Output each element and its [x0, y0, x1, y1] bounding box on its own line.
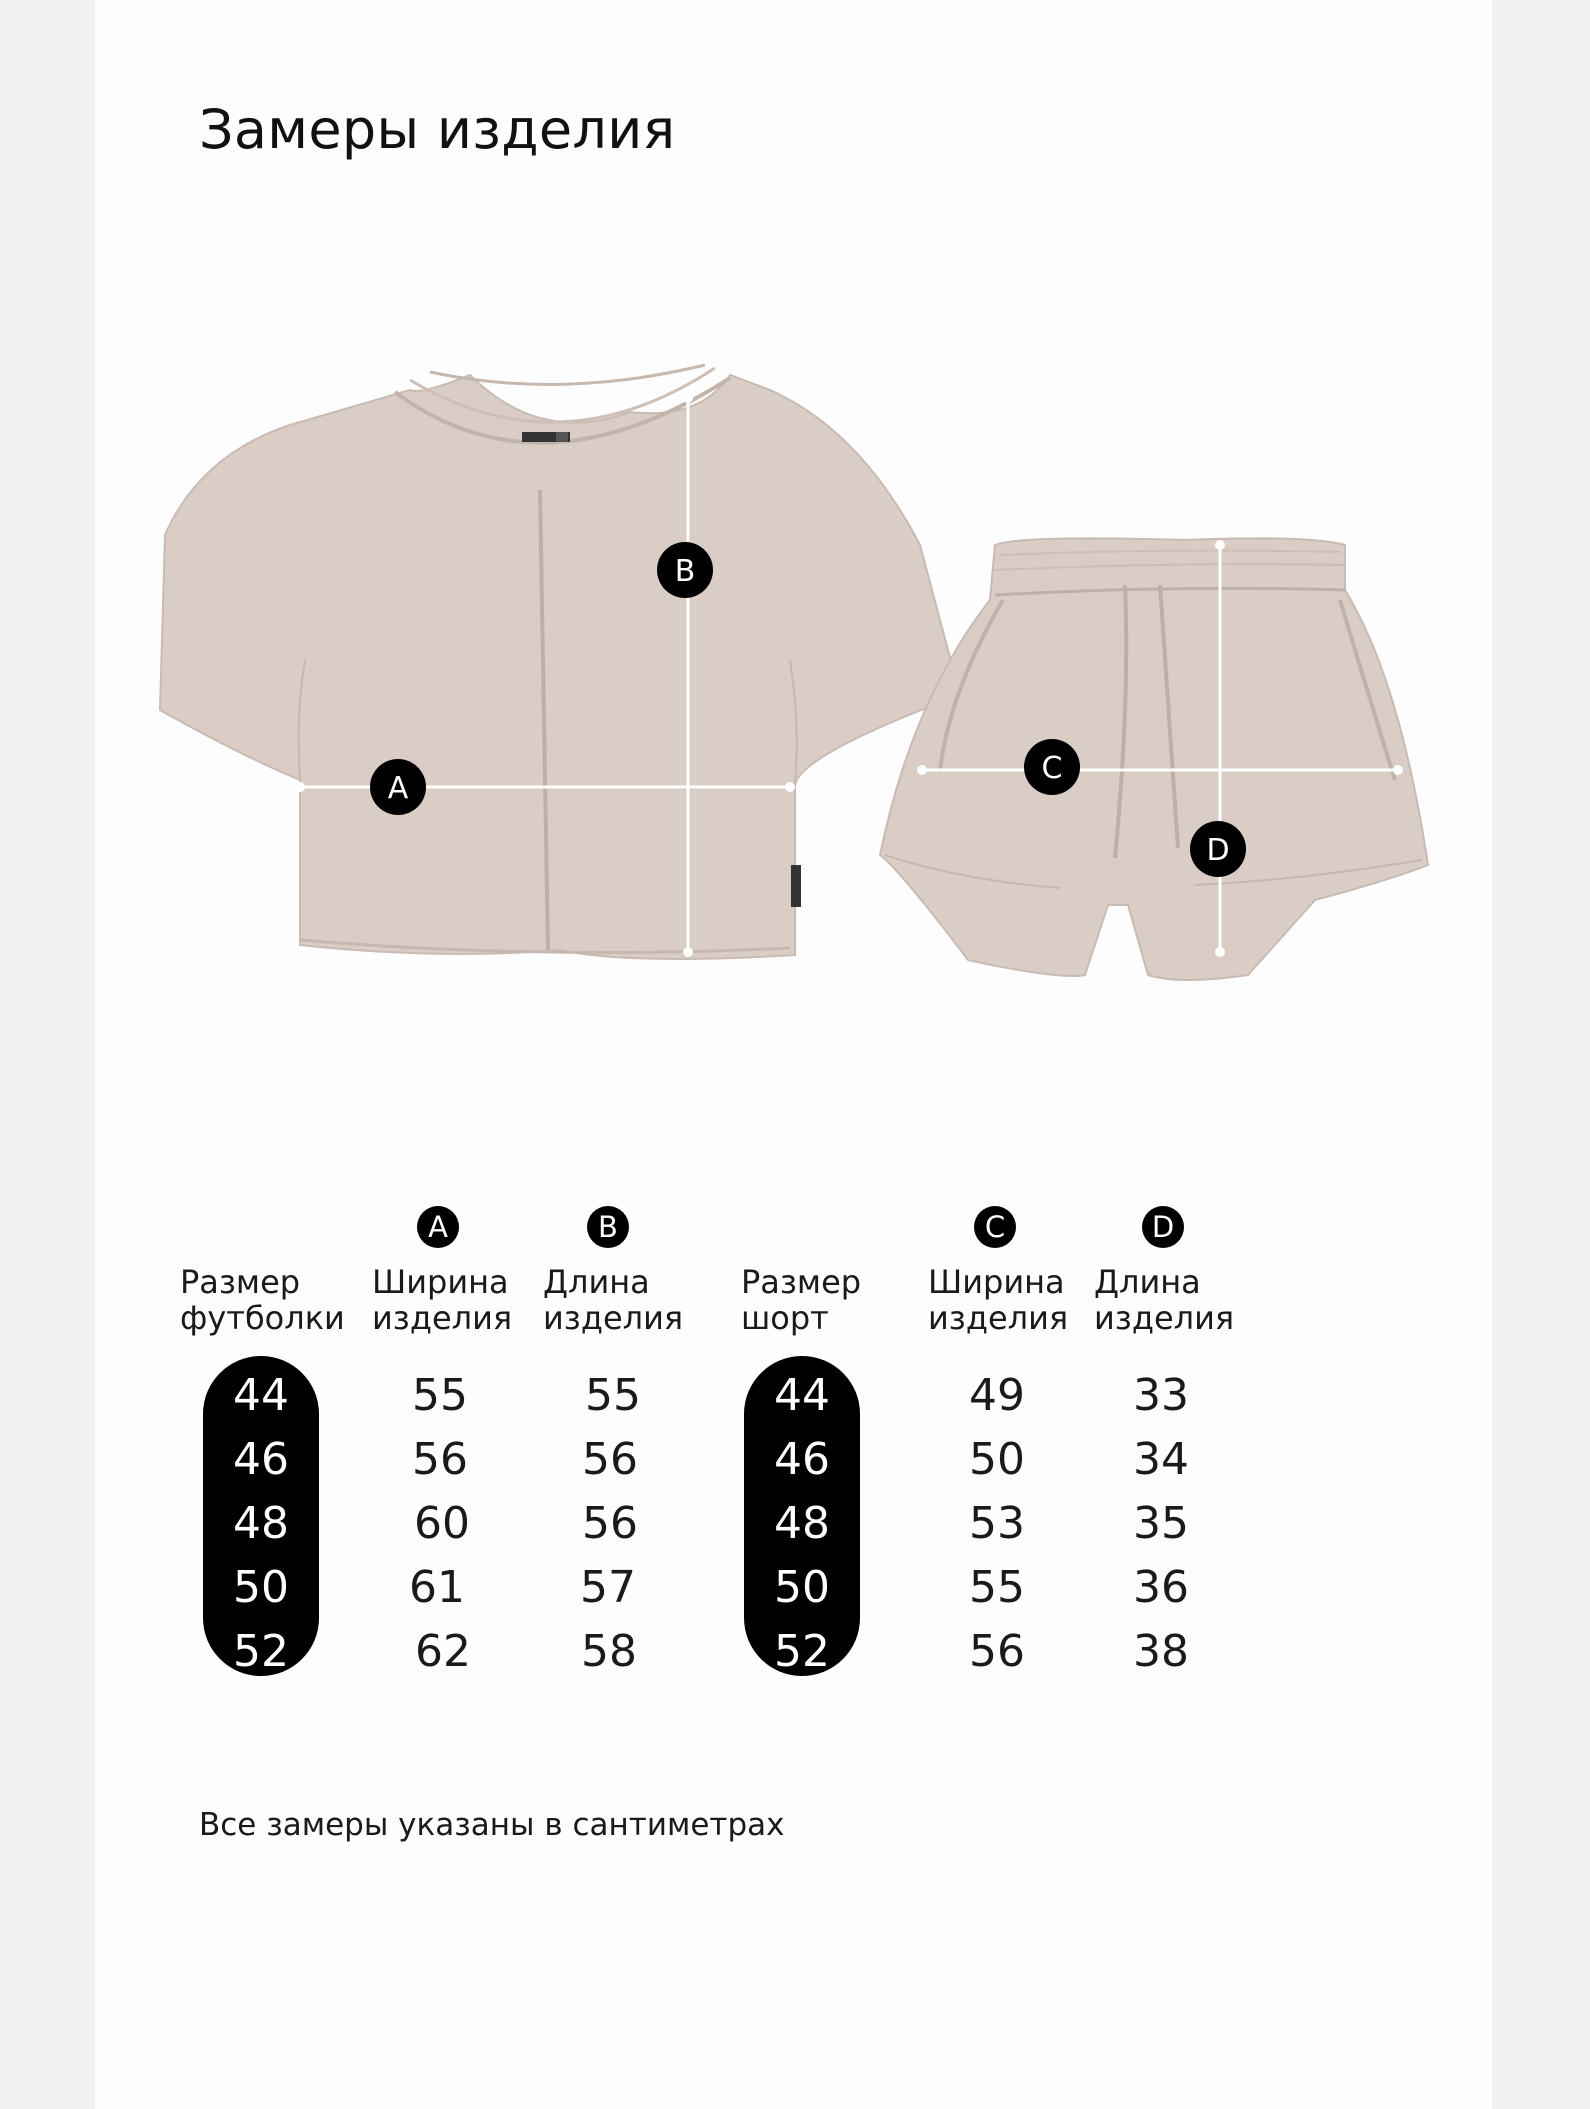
width-cell: 49 [969, 1370, 1025, 1421]
svg-text:C: C [1041, 751, 1063, 786]
length-cell: 36 [1133, 1562, 1189, 1613]
marker-c [1024, 739, 1080, 795]
length-cell: 55 [585, 1370, 641, 1421]
size-cell: 44 [774, 1370, 830, 1421]
units-footnote: Все замеры указаны в сантиметрах [199, 1807, 785, 1843]
width-cell: 56 [412, 1434, 468, 1485]
svg-text:D: D [1206, 833, 1230, 868]
length-cell: 35 [1133, 1498, 1189, 1549]
column-a-badge: A [417, 1206, 459, 1248]
page-title: Замеры изделия [199, 98, 676, 161]
length-cell: 34 [1133, 1434, 1189, 1485]
size-cell: 44 [233, 1370, 289, 1421]
size-cell: 46 [774, 1434, 830, 1485]
column-c-label: Ширина изделия [928, 1263, 1069, 1337]
length-cell: 58 [581, 1626, 637, 1677]
size-cell: 50 [774, 1562, 830, 1613]
column-d-badge: D [1142, 1206, 1184, 1248]
column-d-label: Длина изделия [1094, 1263, 1235, 1337]
size-cell: 46 [233, 1434, 289, 1485]
column-a-label: Ширина изделия [372, 1263, 513, 1337]
marker-a [370, 759, 426, 815]
length-cell: 56 [582, 1434, 638, 1485]
width-cell: 55 [969, 1562, 1025, 1613]
column-c-badge: C [974, 1206, 1016, 1248]
width-cell: 62 [415, 1626, 471, 1677]
column-b-label: Длина изделия [543, 1263, 684, 1337]
width-cell: 56 [969, 1626, 1025, 1677]
width-cell: 55 [412, 1370, 468, 1421]
size-cell: 52 [774, 1626, 830, 1677]
length-cell: 38 [1133, 1626, 1189, 1677]
marker-d [1190, 821, 1246, 877]
shorts-illustration [880, 538, 1428, 980]
shorts-size-header: Размер шорт [741, 1263, 862, 1337]
column-b-badge: B [587, 1206, 629, 1248]
size-cell: 52 [233, 1626, 289, 1677]
svg-text:B: B [674, 554, 696, 589]
tshirt-illustration [160, 365, 960, 959]
tshirt-size-header: Размер футболки [180, 1263, 345, 1337]
width-cell: 53 [969, 1498, 1025, 1549]
width-cell: 61 [409, 1562, 465, 1613]
size-cell: 50 [233, 1562, 289, 1613]
length-cell: 56 [582, 1498, 638, 1549]
width-cell: 60 [414, 1498, 470, 1549]
size-cell: 48 [233, 1498, 289, 1549]
size-cell: 48 [774, 1498, 830, 1549]
svg-text:A: A [387, 771, 409, 806]
length-cell: 33 [1133, 1370, 1189, 1421]
width-cell: 50 [969, 1434, 1025, 1485]
length-cell: 57 [580, 1562, 636, 1613]
marker-b [657, 542, 713, 598]
